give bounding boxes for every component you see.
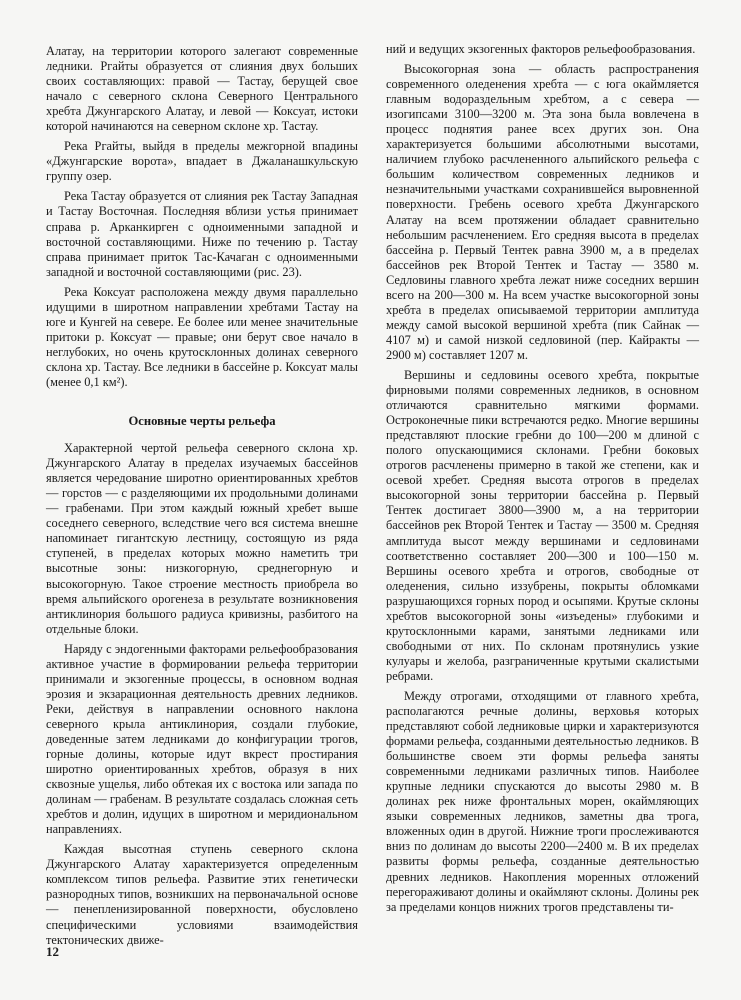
left-column [46,44,358,948]
paragraph: Река Ргайты, выйдя в пределы межгорной впадины «Джунгарские ворота», впадает в Джаланашкульскую группу озер. [46,139,358,184]
paragraph: Каждая высотная ступень северного склона Джунгарского Алатау характеризуется определенным комплексом типов рельефа. Развитие этих генетически разнородных типов, возникших на первоначальной основе — пенепленизированной поверхности, обусловлено специфическими условиями взаимодействия тектонических движе- [46,842,358,947]
right-column [386,42,699,915]
section-heading: Основные черты рельефа [128,414,276,429]
paragraph: Река Коксуат расположена между двумя параллельно идущими в широтном направлении хребтами Тастау на юге и Кунгей на севере. Ее более или менее значительные притоки р. Коксуат — правые; они берут свое начало в неглубоких, но очень крутосклонных долинах северного склона хр. Тастау. Все ледники в бассейне р. Коксуат малы (менее 0,1 км²). [46,284,358,389]
paragraph: Наряду с эндогенными факторами рельефообразования активное участие в формировании рельефа территории принимали и экзогенные процессы, в основном водная эрозия и экзарационная деятельность древних ледников. Реки, действуя в направлении основного наклона северного крыла антиклинория, создали глубокие, доведенные затем ледниками до конфигурации трогов, горные долины, которые идут вкрест простирания широтно ориентированных хребтов, образуя в них сквозные ущелья, либо обтекая их с востока или запада по долинам — грабенам. В результате создалась сложная сеть хребтов и долин, идущих в широтном и меридиональном направлениях. [46,641,358,837]
paragraph: Река Тастау образуется от слияния рек Тастау Западная и Тастау Восточная. Последняя вблизи устья принимает справа р. Арканкирген с одноименными западной и восточной составляющими. Ниже по течению р. Тастау справа принимает приток Тас-Качаган с одноименными западной и восточной составляющими (рис. 23). [46,189,358,279]
paragraph: ний и ведущих экзогенных факторов рельефообразования. [386,42,696,56]
paragraph: Высокогорная зона — область распространения современного оледенения хребта — с юга окаймляется главным водораздельным хребтом, а с севера — изогипсами 3100—3200 м. Эта зона была вовлечена в процесс поднятия ранее всех других зон. Она характеризуется большими абсолютными высотами, наличием глубоко расчлененного альпийского рельефа с большим количеством современных ледников и незначительными участками сохранившейся выровненной поверхности. Гребень осевого хребта Джунгарского Алатау на всем протяжении обладает сравнительно небольшим расчленением. Его средняя высота в пределах бассейна р. Первый Тентек равна 3900 м, а в пределах бассейнов рек Второй Тентек и Тастау — 3580 м. Седловины главного хребта лежат ниже соседних вершин всего на 200—300 м. На всем участке высокогорной зоны хребта в пределах описываемой территории амплитуда между самой высокой вершиной хребта (пик Сайнак — 4107 м) и самой низкой седловиной (пер. Кайракты — 2900 м) составляет 1207 м. [386,62,699,362]
paragraph: Алатау, на территории которого залегают современные ледники. Ргайты образуется от слияния двух больших своих составляющих: правой — Тастау, берущей свое начало с северного склона Северного Центрального хребта Джунгарского Алатау, и левой — Коксуат, истоки которой начинаются на северном склоне хр. Тастау. [46,44,358,134]
paragraph: Характерной чертой рельефа северного склона хр. Джунгарского Алатау в пределах изучаемых бассейнов является чередование широтно ориентированных хребтов — горстов — с разделяющими их продольными долинами — грабенами. При этом каждый южный хребет выше соседнего северного, вследствие чего вся система внешне напоминает гигантскую лестницу, состоящую из ряда ступеней, в пределах которых можно наметить три высотные зоны: низкогорную, среднегорную и высокогорную. Такое строение местность приобрела во время альпийского орогенеза в результате возникновения антиклинория большого радиуса кривизны, разбитого на отдельные блоки. [46,441,358,636]
page-number: 12 [46,944,59,959]
paragraph: Вершины и седловины осевого хребта, покрытые фирновыми полями современных ледников, в основном отличаются сравнительно мягкими формами. Остроконечные пики встречаются редко. Многие вершины представляют плоские гребни до 100—200 м длиной с полого опускающимися склонами. Гребни боковых отрогов расчленены примерно в такой же степени, как и осевой хребет. Средняя высота отрогов в пределах высокогорной зоны территории бассейна р. Первый Тентек достигает 3800—3900 м, а на территории бассейнов рек Второй Тентек и Тастау — 3500 м. Средняя амплитуда высот между вершинами и седловинами соответственно составляет 200—300 и 100—150 м. Вершины осевого хребта и отрогов, свободные от оледенения, сильно иззубрены, покрыты обломками разрушающихся горных пород и осыпями. Крутые склоны хребтов высокогорной зоны «изъедены» глубокими и крутосклонными карами, занятыми ледниками или свободными от них. По склонам протянулись узкие кулуары и желоба, разграниченные крутыми скалистыми ребрами. [386,367,699,683]
paragraph: Между отрогами, отходящими от главного хребта, располагаются речные долины, верховья которых представляют собой ледниковые цирки и характеризуются формами рельефа, созданными деятельностью ледников. В большинстве своем эти формы рельефа заняты современными ледниками различных типов. Наиболее крупные ледники спускаются до высоты 2980 м. В долинах рек ниже фронтальных морен, окаймляющих языки современных ледников, заметны два трога, вложенных один в другой. Нижние троги прослеживаются вниз по долинам до высоты 2200—2400 м. В их пределах развиты формы рельефа, созданные деятельностью древних ледников. Накопления моренных отложений перегораживают долины и окаймляют склоны. Долины рек за пределами концов нижних трогов представлены ти- [386,688,700,914]
